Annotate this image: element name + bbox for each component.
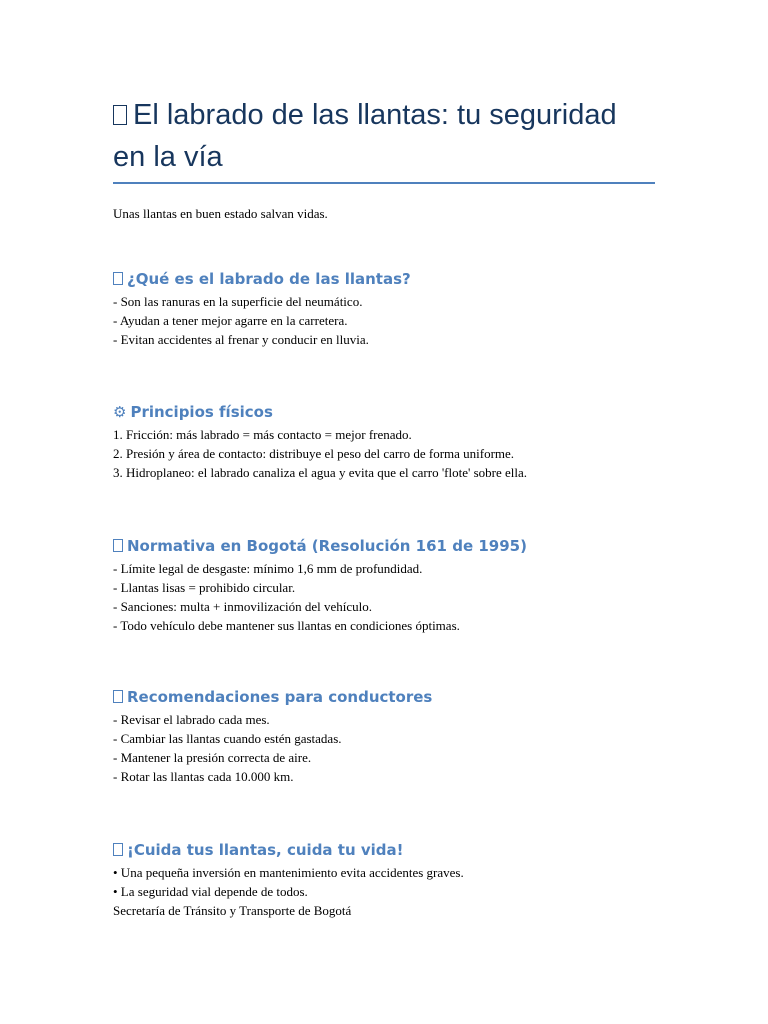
section-recomendaciones xyxy=(113,687,432,786)
list-item: - Evitan accidentes al frenar y conducir en lluvia. xyxy=(113,332,369,347)
list-item: - Límite legal de desgaste: mínimo 1,6 mm de profundidad. xyxy=(113,561,423,576)
list-item: - Son las ranuras en la superficie del neumático. xyxy=(113,294,363,309)
missing-glyph-icon xyxy=(113,105,127,125)
section-lines xyxy=(113,710,432,786)
section-heading-text: ¡Cuida tus llantas, cuida tu vida! xyxy=(127,841,404,859)
list-item: - Cambiar las llantas cuando estén gastadas. xyxy=(113,731,342,746)
section-heading xyxy=(113,840,464,860)
list-item: • La seguridad vial depende de todos. xyxy=(113,884,308,899)
list-item: 1. Fricción: más labrado = más contacto = mejor frenado. xyxy=(113,427,412,442)
section-heading xyxy=(113,269,411,289)
section-cuida xyxy=(113,840,464,920)
missing-glyph-icon xyxy=(113,272,123,285)
section-principios xyxy=(113,402,527,482)
gear-icon: ⚙ xyxy=(113,403,127,421)
list-item: 2. Presión y área de contacto: distribuye el peso del carro de forma uniforme. xyxy=(113,446,515,461)
section-heading-text: ¿Qué es el labrado de las llantas? xyxy=(127,270,411,288)
list-item: - Rotar las llantas cada 10.000 km. xyxy=(113,769,294,784)
list-item: - Llantas lisas = prohibido circular. xyxy=(113,580,296,595)
section-heading xyxy=(113,402,527,422)
document-title xyxy=(113,94,655,184)
intro-text: Unas llantas en buen estado salvan vidas. xyxy=(113,206,328,221)
list-item: - Ayudan a tener mejor agarre en la carretera. xyxy=(113,313,348,328)
section-heading xyxy=(113,687,432,707)
missing-glyph-icon xyxy=(113,843,123,856)
signature-line: Secretaría de Tránsito y Transporte de Bogotá xyxy=(113,903,352,918)
section-que-es xyxy=(113,269,411,349)
list-item: - Mantener la presión correcta de aire. xyxy=(113,750,312,765)
document-page xyxy=(113,94,655,918)
section-heading-text: Principios físicos xyxy=(130,403,273,421)
list-item: - Todo vehículo debe mantener sus llantas en condiciones óptimas. xyxy=(113,618,460,633)
section-heading-text: Normativa en Bogotá (Resolución 161 de 1995) xyxy=(127,537,527,555)
list-item: - Revisar el labrado cada mes. xyxy=(113,712,270,727)
list-item: • Una pequeña inversión en mantenimiento evita accidentes graves. xyxy=(113,865,464,880)
section-heading-text: Recomendaciones para conductores xyxy=(127,688,433,706)
section-lines xyxy=(113,863,464,920)
section-heading xyxy=(113,536,527,556)
missing-glyph-icon xyxy=(113,690,123,703)
section-lines xyxy=(113,292,411,349)
document-title-text: El labrado de las llantas: tu seguridad en la vía xyxy=(113,99,617,173)
list-item: - Sanciones: multa + inmovilización del vehículo. xyxy=(113,599,372,614)
section-lines xyxy=(113,425,527,482)
list-item: 3. Hidroplaneo: el labrado canaliza el agua y evita que el carro 'flote' sobre ella. xyxy=(113,465,527,480)
section-lines xyxy=(113,559,527,635)
section-normativa xyxy=(113,536,527,635)
missing-glyph-icon xyxy=(113,539,123,552)
